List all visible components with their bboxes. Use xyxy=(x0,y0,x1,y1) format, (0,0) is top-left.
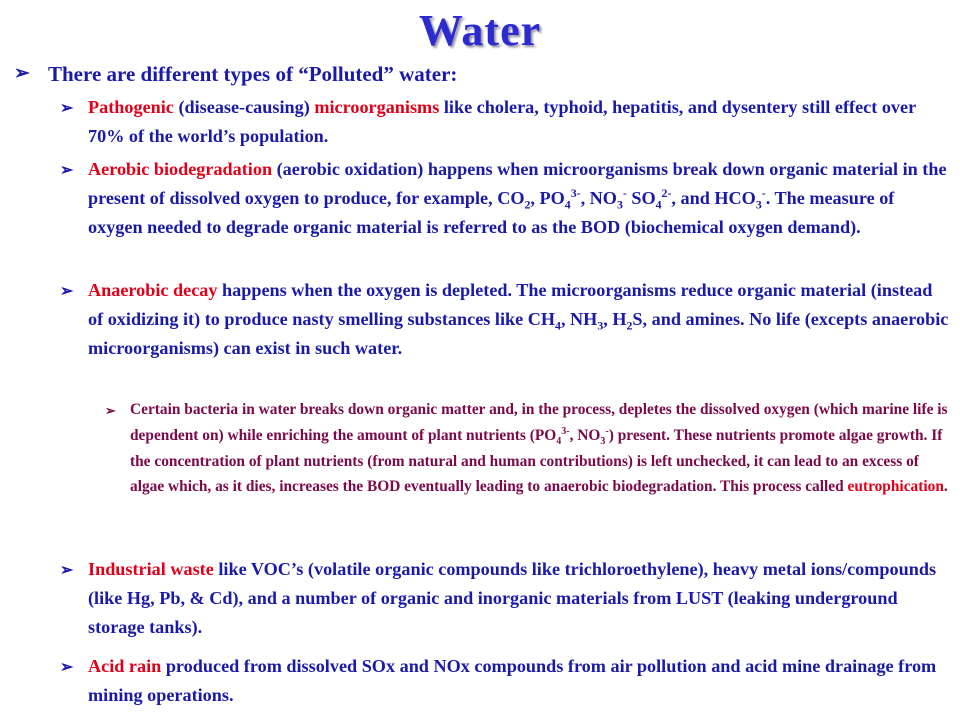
arrow-bullet-icon: ➢ xyxy=(60,100,74,117)
bullet-bacteria xyxy=(105,397,953,500)
bullet-aerobic-text: Aerobic biodegradation (aerobic oxidation) happens when microorganisms break down organic material in the present of dissolved oxygen to produce, for example, $CO_2$, $PO_4^{3-}$, $NO_3^-$ $SO_4^{2-}$, and $HCO_3^-$. The measure of oxygen needed to degrade organic material is referred to as the BOD (biochemical oxygen demand). xyxy=(88,159,947,237)
bullet-intro xyxy=(14,60,944,88)
bullet-aerobic xyxy=(60,155,950,242)
arrow-bullet-icon: ➢ xyxy=(60,562,74,579)
bullet-pathogenic-text: Pathogenic (disease-causing) microorganisms like cholera, typhoid, hepatitis, and dysentery still effect over 70% of the world’s population. xyxy=(88,97,916,146)
bullet-bacteria-text: Certain bacteria in water breaks down organic matter and, in the process, depletes the dissolved oxygen (which marine life is dependent on) while enriching the amount of plant nutrients ($PO_4^{3-}$, $NO_3^-$) present. These nutrients promote algae growth. If the concentration of plant nutrients (from natural and human contributions) is left unchecked, it can lead to an excess of algae which, as it dies, increases the BOD eventually leading to anaerobic biodegradation. This process called eutrophication. xyxy=(130,401,948,496)
arrow-bullet-icon: ➢ xyxy=(14,63,30,84)
slide-title: Water xyxy=(418,6,542,55)
bullet-acid-rain-text: Acid rain produced from dissolved SOx and NOx compounds from air pollution and acid mine drainage from mining operations. xyxy=(88,656,937,705)
arrow-bullet-icon: ➢ xyxy=(60,162,74,179)
bullet-acid-rain xyxy=(60,652,950,710)
arrow-bullet-icon: ➢ xyxy=(60,659,74,676)
bullet-industrial xyxy=(60,555,950,642)
bullet-intro-text: There are different types of “Polluted” water: xyxy=(48,62,458,86)
bullet-industrial-text: Industrial waste like VOC’s (volatile organic compounds like trichloroethylene), heavy metal ions/compounds (like Hg, Pb, & Cd), and a number of organic and inorganic materials from LUST (leaking underground storage tanks). xyxy=(88,559,937,637)
arrow-bullet-icon: ➢ xyxy=(60,283,74,300)
arrow-bullet-icon: ➢ xyxy=(105,403,116,418)
bullet-anaerobic xyxy=(60,276,950,363)
bullet-pathogenic xyxy=(60,93,950,151)
bullet-anaerobic-text: Anaerobic decay happens when the oxygen is depleted. The microorganisms reduce organic material (instead of oxidizing it) to produce nasty smelling substances like $CH_4$, $NH_3$, $H_2S$, and amines. No life (excepts anaerobic microorganisms) can exist in such water. xyxy=(88,280,949,358)
